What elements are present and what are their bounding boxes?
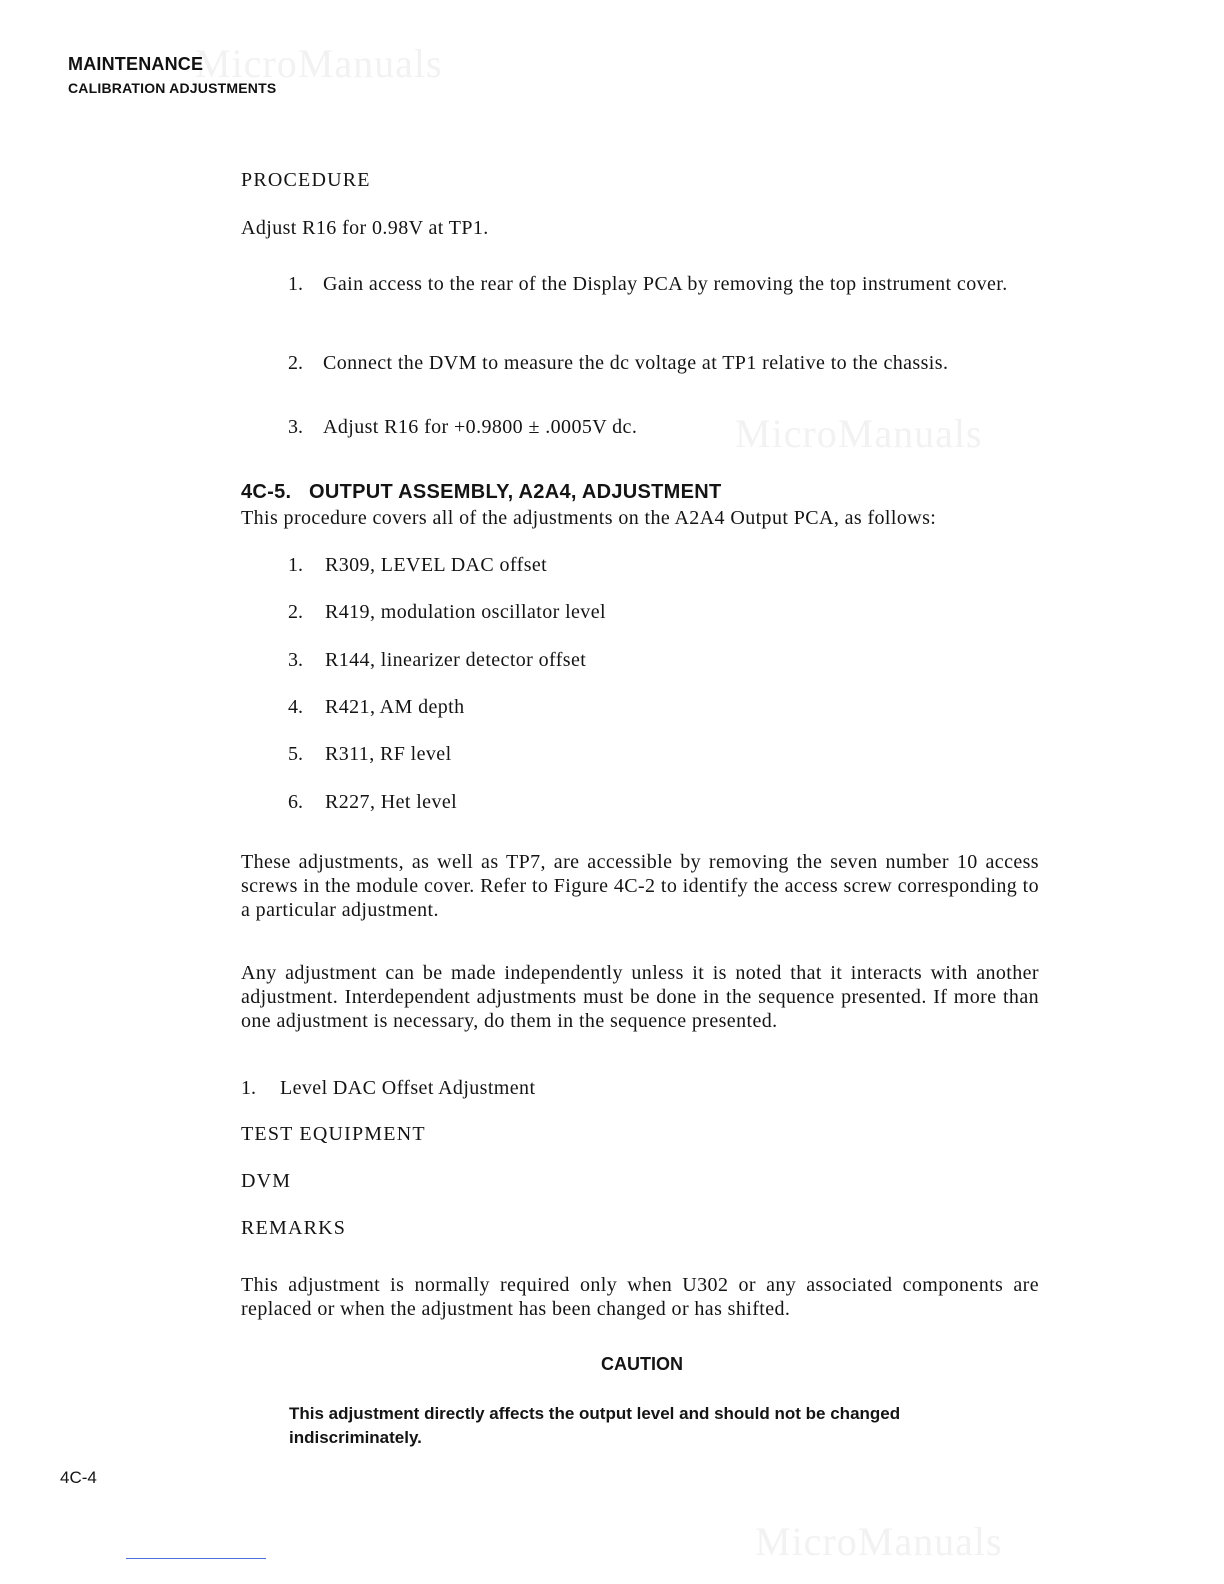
adjustment-number: 1.: [241, 1077, 256, 1099]
adjustment-list-item: R419, modulation oscillator level: [325, 601, 606, 623]
adjustment-list-item: R421, AM depth: [325, 696, 465, 718]
caution-text: This adjustment directly affects the output level and should not be changed indiscriminately.: [289, 1404, 901, 1447]
procedure-step-number: 1.: [288, 273, 303, 295]
header-subsection-title: CALIBRATION ADJUSTMENTS: [68, 80, 277, 96]
procedure-intro: Adjust R16 for 0.98V at TP1.: [241, 217, 489, 239]
sequence-paragraph: Any adjustment can be made independently unless it is noted that it interacts with another adjustment. Interdependent adjustments must be done in the sequence presented. If more than one adjustment is necessary, do them in the sequence presented.: [241, 962, 1039, 1032]
test-equipment-label: TEST EQUIPMENT: [241, 1123, 426, 1145]
adjustment-list-number: 6.: [288, 791, 303, 813]
header-section-title: MAINTENANCE: [68, 54, 204, 74]
adjustment-list-number: 3.: [288, 649, 303, 671]
adjustment-list-item: R309, LEVEL DAC offset: [325, 554, 548, 576]
adjustment-list-number: 2.: [288, 601, 303, 623]
access-paragraph: These adjustments, as well as TP7, are accessible by removing the seven number 10 access screws in the module cover. Refer to Figure 4C-2 to identify the access screw corresponding to a particular adjustment.: [241, 851, 1039, 921]
procedure-step-text: Gain access to the rear of the Display PCA by removing the top instrument cover.: [323, 273, 1008, 295]
adjustment-title: Level DAC Offset Adjustment: [280, 1077, 536, 1099]
watermark: MicroManuals: [195, 41, 443, 86]
remarks-label: REMARKS: [241, 1217, 347, 1239]
watermark: MicroManuals: [735, 411, 983, 456]
procedure-step-number: 3.: [288, 416, 303, 438]
procedure-step-text: Adjust R16 for +0.9800 ± .0005V dc.: [323, 416, 638, 438]
adjustment-list-item: R227, Het level: [325, 791, 458, 813]
adjustment-list-number: 1.: [288, 554, 303, 576]
test-equipment-value: DVM: [241, 1170, 292, 1192]
footer-rule: [126, 1558, 266, 1559]
page-number: 4C-4: [60, 1468, 97, 1487]
adjustment-list-item: R311, RF level: [325, 743, 452, 765]
procedure-heading: PROCEDURE: [241, 169, 371, 191]
watermark: MicroManuals: [755, 1519, 1003, 1564]
adjustment-list-number: 4.: [288, 696, 303, 718]
procedure-step-number: 2.: [288, 352, 303, 374]
adjustment-list-item: R144, linearizer detector offset: [325, 649, 587, 671]
caution-title: CAUTION: [601, 1354, 683, 1374]
remarks-text: This adjustment is normally required only when U302 or any associated components are replaced or when the adjustment has been changed or has shifted.: [241, 1274, 1039, 1320]
adjustment-list-number: 5.: [288, 743, 303, 765]
section-title: 4C-5. OUTPUT ASSEMBLY, A2A4, ADJUSTMENT: [241, 481, 722, 503]
procedure-step-text: Connect the DVM to measure the dc voltage at TP1 relative to the chassis.: [323, 352, 949, 374]
section-intro: This procedure covers all of the adjustments on the A2A4 Output PCA, as follows:: [241, 507, 937, 529]
